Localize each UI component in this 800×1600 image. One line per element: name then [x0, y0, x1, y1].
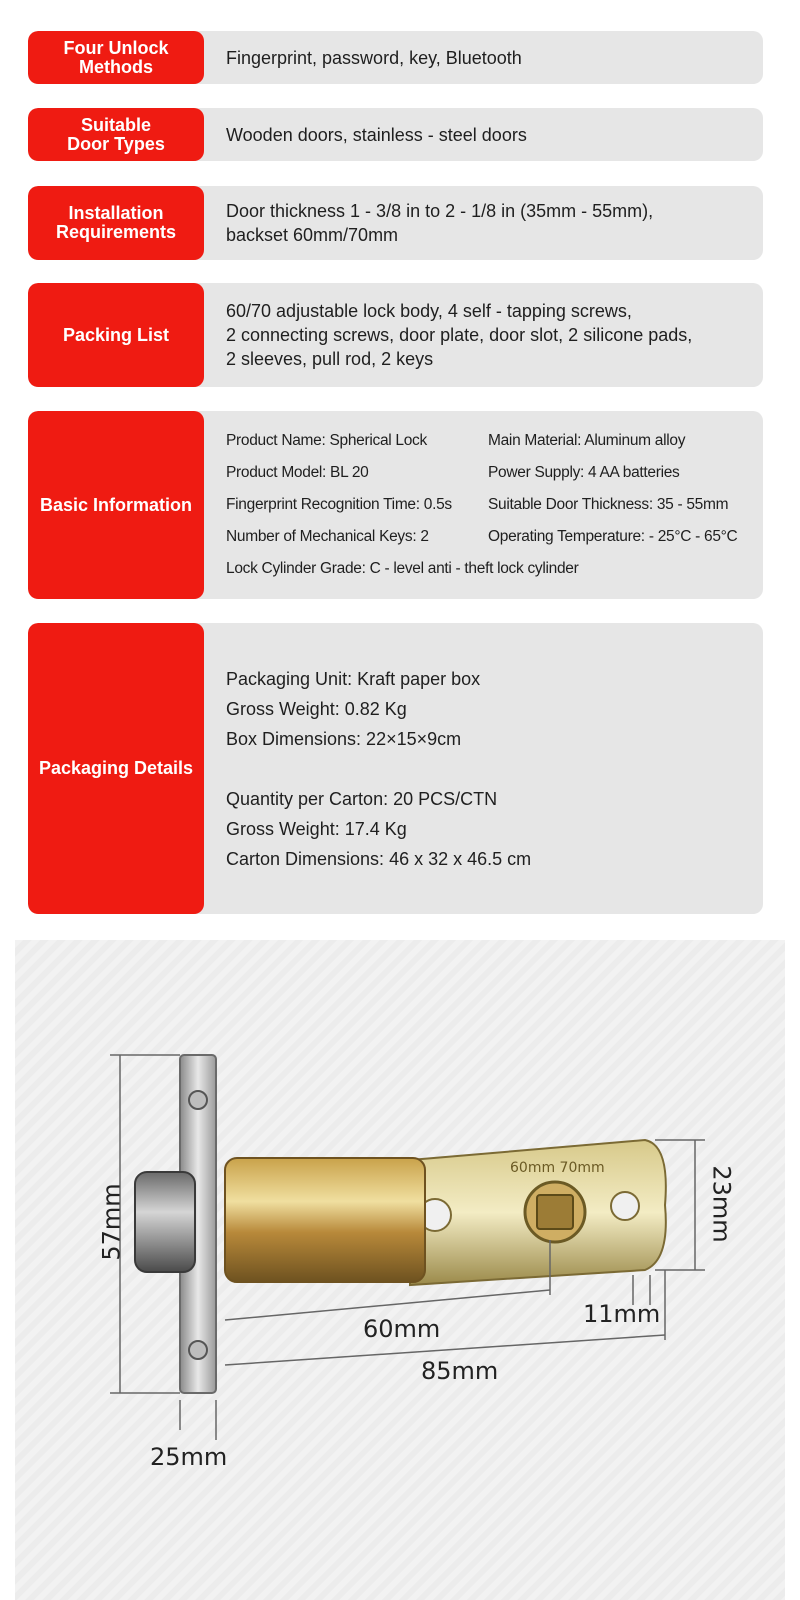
spec-value: [204, 31, 763, 84]
basic-info-item: Operating Temperature: - 25°C - 65°C: [488, 528, 738, 545]
spec-label-text: Suitable Door Types: [67, 114, 165, 154]
spec-row-basic-information: [28, 411, 763, 599]
basic-info-item: Main Material: Aluminum alloy: [488, 432, 686, 449]
dimension-height-label: 57mm: [97, 1183, 126, 1261]
packaging-spacer: [226, 754, 763, 784]
spec-label-text: Installation Requirements: [55, 203, 177, 242]
spec-row-packaging-details: [28, 623, 763, 914]
spec-row-door-types: [28, 108, 763, 161]
basic-info-item: Fingerprint Recognition Time: 0.5s: [226, 496, 452, 513]
packaging-list: [204, 623, 763, 914]
product-dimension-image: [15, 940, 785, 1600]
spec-value: [204, 108, 763, 161]
spec-value-line: 2 connecting screws, door plate, door slot, 2 silicone pads,: [226, 325, 693, 345]
spec-label-text: Basic Information: [39, 494, 193, 515]
packaging-line: Carton Dimensions: 46 x 32 x 46.5 cm: [226, 848, 532, 869]
spec-label: [28, 623, 204, 914]
spec-label-text: Packaging Details: [38, 758, 194, 778]
spec-row-packing-list: [28, 283, 763, 387]
spec-label: [28, 186, 204, 260]
packaging-line: Packaging Unit: Kraft paper box: [226, 668, 481, 689]
basic-info-item: Suitable Door Thickness: 35 - 55mm: [488, 496, 729, 513]
housing-hole: [611, 1192, 639, 1220]
spec-value-line: 60/70 adjustable lock body, 4 self - tapping screws,: [226, 301, 632, 321]
spec-row-unlock-methods: [28, 31, 763, 84]
latch-illustration: [15, 940, 785, 1600]
packaging-line: Gross Weight: 0.82 Kg: [226, 698, 407, 719]
latch-bolt: [135, 1172, 195, 1272]
plate-screw-hole: [189, 1091, 207, 1109]
basic-info-item: Power Supply: 4 AA batteries: [488, 464, 680, 481]
spec-value-line: Fingerprint, password, key, Bluetooth: [226, 47, 522, 68]
spec-value: [204, 186, 763, 260]
basic-info-item: Product Name: Spherical Lock: [226, 432, 427, 449]
spec-label: [28, 31, 204, 84]
packaging-line: Box Dimensions: 22×15×9cm: [226, 728, 462, 749]
latch-cylinder: [225, 1158, 425, 1282]
square-spindle-hole: [537, 1195, 573, 1229]
latch-engraving: 60mm 70mm: [510, 1160, 605, 1176]
plate-screw-hole: [189, 1341, 207, 1359]
spec-value: [204, 283, 763, 387]
basic-info-item: Number of Mechanical Keys: 2: [226, 528, 429, 545]
dimension-latch-height-label: 23mm: [707, 1165, 736, 1243]
dimension-tip-label: 11mm: [583, 1300, 661, 1328]
dimension-plate-label: 25mm: [150, 1443, 228, 1471]
packaging-line: Quantity per Carton: 20 PCS/CTN: [226, 788, 498, 809]
spec-value-line: Wooden doors, stainless - steel doors: [226, 124, 527, 145]
spec-row-installation: [28, 186, 763, 260]
spec-value-line: Door thickness 1 - 3/8 in to 2 - 1/8 in (35mm - 55mm),: [226, 201, 654, 221]
spec-value-line: backset 60mm/70mm: [226, 225, 399, 245]
basic-info-grid: [226, 430, 763, 580]
basic-info-grid-wrap: [204, 411, 763, 599]
packaging-line: Gross Weight: 17.4 Kg: [226, 818, 407, 839]
dimension-length-label: 85mm: [421, 1357, 499, 1385]
spec-label-text: Packing List: [62, 324, 170, 345]
basic-info-item: Product Model: BL 20: [226, 464, 369, 481]
spec-value-line: 2 sleeves, pull rod, 2 keys: [226, 349, 434, 369]
dimension-backset-label: 60mm: [363, 1315, 441, 1343]
basic-info-item: Lock Cylinder Grade: C - level anti - theft lock cylinder: [226, 560, 579, 577]
spec-label-text: Four Unlock Methods: [63, 37, 169, 77]
spec-label: [28, 411, 204, 599]
spec-label: [28, 283, 204, 387]
spec-label: [28, 108, 204, 161]
